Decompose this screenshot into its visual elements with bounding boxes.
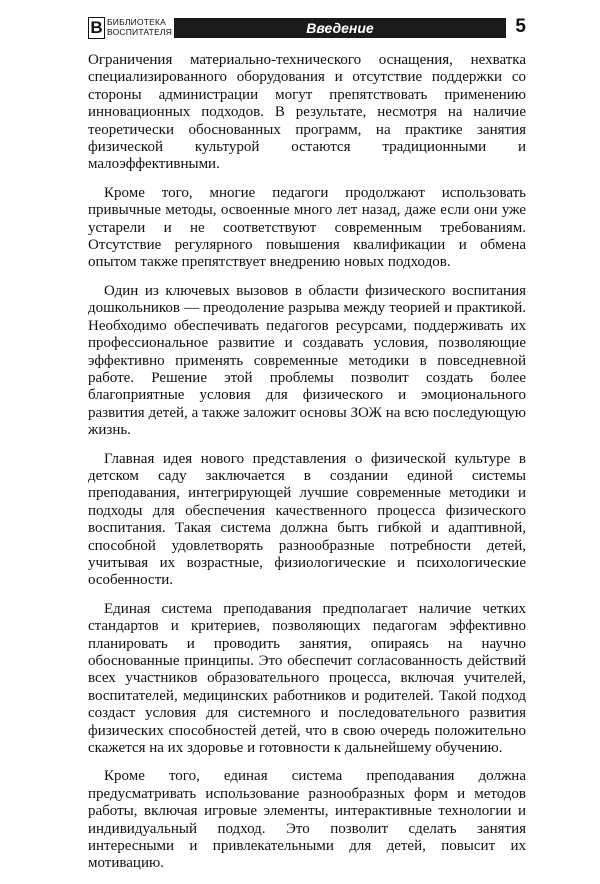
paragraph: Ограничения материально-технического оснащения, нехватка специализированного оборудования и отсутствие поддержки со стороны администрации могут препятствовать применению инновационных подходов. В результате, несмотря на наличие теоретически обоснованных программ, на практике занятия физической культурой остаются традиционными и малоэффективными.: [88, 52, 526, 173]
paragraph: Кроме того, многие педагоги продолжают использовать привычные методы, освоенные много лет назад, даже если они уже устарели и не соответствуют современным требованиям. Отсутствие регулярного повышения квалификации и обмена опытом также препятствует внедрению новых подходов.: [88, 184, 526, 271]
body-text: [88, 52, 526, 884]
paragraph: Один из ключевых вызовов в области физического воспитания дошкольников — преодоление разрыва между теорией и практикой. Необходимо обеспечивать педагогов ресурсами, поддерживать их профессиональное развитие и создавать условия, позволяющие эффективно применять современные методики в повседневной работе. Решение этой проблемы позволит создать более благоприятные условия для физического и эмоционального развития детей, а также заложит основы ЗОЖ на всю последующую жизнь.: [88, 282, 526, 439]
paragraph: Главная идея нового представления о физической культуре в детском саду заключается в создании единой системы преподавания, интегрирующей лучшие современные методики и подходы для обеспечения качественного процесса физического воспитания. Такая система должна быть гибкой и адаптивной, способной удовлетворять разнообразные потребности детей, учитывая их возрастные, физиологические и психологические особенности.: [88, 450, 526, 589]
page-number: 5: [515, 16, 526, 37]
section-title: Введение: [174, 18, 506, 38]
series-logo: [88, 17, 173, 39]
paragraph: Единая система преподавания предполагает наличие четких стандартов и критериев, позволяющих педагогам эффективно планировать и проводить занятия, опираясь на научно обоснованные принципы. Это обеспечит согласованность действий всех участников образовательного процесса, включая учителей, воспитателей, медицинских работников и родителей. Такой подход создаст условия для системного и последовательного развития физических способностей детей, что в свою очередь положительно скажется на их здоровье и готовности к дальнейшему обучению.: [88, 600, 526, 757]
page-header: [88, 17, 526, 39]
logo-line-2: ВОСПИТАТЕЛЯ: [107, 27, 173, 37]
logo-text: [107, 17, 172, 37]
logo-letter: В: [88, 17, 105, 39]
paragraph: Кроме того, единая система преподавания должна предусматривать использование разнообразных форм и методов работы, включая игровые элементы, интерактивные технологии и индивидуальный подход. Это позволит сделать занятия интересными и привлекательными для детей, повысит их мотивацию.: [88, 768, 526, 872]
logo-line-1: БИБЛИОТЕКА: [107, 17, 167, 27]
